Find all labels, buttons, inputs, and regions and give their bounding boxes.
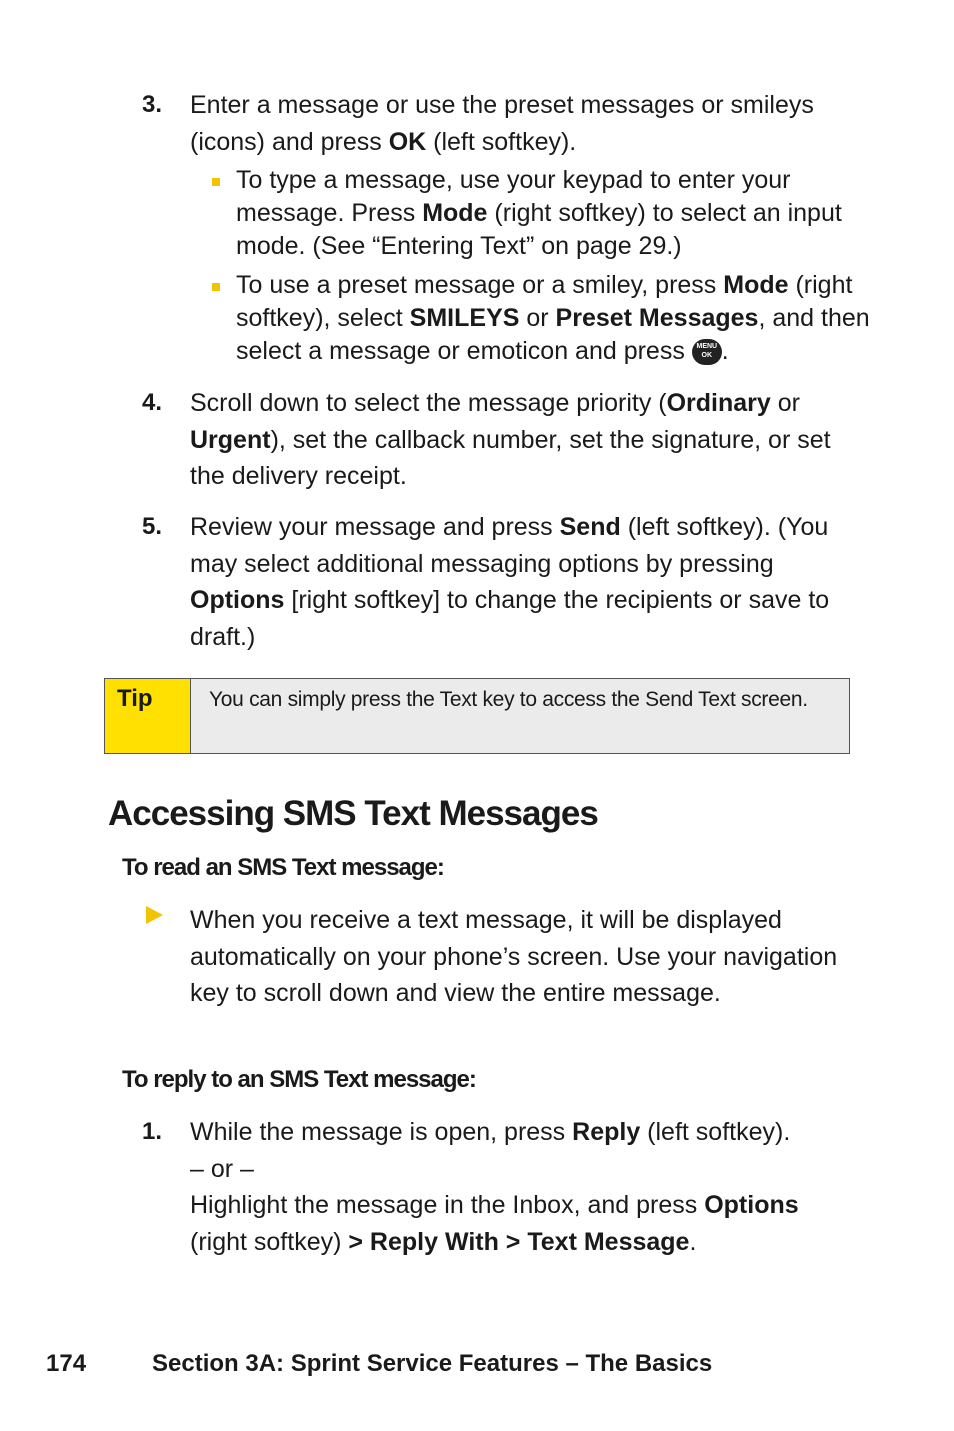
step-text xyxy=(190,1114,870,1260)
key-mode: Mode xyxy=(723,271,789,299)
text-run: ), set the callback number, set the signature, or set the delivery receipt. xyxy=(190,425,831,490)
text-run: Highlight the message in the Inbox, and press xyxy=(190,1191,705,1219)
text-run: While the message is open, press xyxy=(190,1118,573,1146)
icon-label: MENU xyxy=(696,343,718,351)
key-urgent: Urgent xyxy=(190,425,271,454)
key-reply-with-text-message: > Reply With > Text Message xyxy=(348,1227,690,1256)
subheading-read: To read an SMS Text message: xyxy=(122,854,444,881)
text-run: , and then select a message or emoticon and press xyxy=(236,304,870,365)
text-run: To type a message, use your keypad to enter your message. Press xyxy=(236,166,791,227)
text-run: Enter a message or use the preset messages or smileys (icons) and press xyxy=(190,91,814,156)
footer-section: Section 3A: Sprint Service Features – The Basics xyxy=(152,1350,713,1377)
bullet-text xyxy=(236,164,876,263)
step-text xyxy=(190,385,870,495)
text-run: . xyxy=(689,1227,697,1256)
text-run: Scroll down to select the message priority ( xyxy=(190,389,667,417)
key-ok: OK xyxy=(388,127,427,156)
tip-label: Tip xyxy=(105,679,191,753)
menu-ok-key-icon xyxy=(692,339,722,365)
step-text xyxy=(190,509,870,655)
section-title: Accessing SMS Text Messages xyxy=(108,794,598,833)
key-preset-messages: Preset Messages xyxy=(555,304,759,332)
bullet-square-icon xyxy=(212,178,220,186)
key-options: Options xyxy=(704,1191,799,1219)
key-ordinary: Ordinary xyxy=(666,389,771,417)
text-run: To use a preset message or a smiley, press xyxy=(236,271,724,299)
text-run: (right softkey) to select an input mode. (See “Entering Text” on page 29.) xyxy=(236,199,842,260)
key-send: Send xyxy=(559,513,621,541)
step-number: 5. xyxy=(142,513,163,540)
text-run: (left softkey). xyxy=(426,127,577,156)
key-options: Options xyxy=(190,586,285,614)
text-run: (right softkey) xyxy=(190,1227,349,1256)
read-text: When you receive a text message, it will be displayed automatically on your phone’s screen. Use your navigation key to scroll down and view the entire message. xyxy=(190,906,838,1007)
text-run: (right softkey), select xyxy=(236,271,853,332)
text-run: or xyxy=(519,304,556,332)
text-run: Review your message and press xyxy=(190,513,560,541)
text-run: (left softkey). xyxy=(640,1118,791,1146)
text-run: . xyxy=(721,337,729,365)
key-smileys: SMILEYS xyxy=(409,304,520,332)
bullet-text xyxy=(236,269,876,368)
text-run: (left softkey). (You may select additional messaging options by pressing xyxy=(190,513,829,578)
key-reply: Reply xyxy=(572,1118,641,1146)
step-number: 3. xyxy=(142,91,163,118)
step-text xyxy=(190,87,870,160)
or-separator: – or – xyxy=(190,1154,254,1183)
key-mode: Mode xyxy=(422,199,488,227)
bullet-square-icon xyxy=(212,283,220,291)
subheading-reply: To reply to an SMS Text message: xyxy=(122,1066,476,1093)
text-run: or xyxy=(770,389,800,417)
arrow-right-icon xyxy=(146,906,163,924)
step-number: 4. xyxy=(142,389,163,416)
tip-text: You can simply press the Text key to access the Send Text screen. xyxy=(209,688,808,711)
text-run: [right softkey] to change the recipients or save to draft.) xyxy=(190,586,830,651)
tip-box xyxy=(104,678,850,754)
step-number: 1. xyxy=(142,1118,163,1145)
icon-label: OK xyxy=(701,352,713,360)
page-number: 174 xyxy=(46,1350,87,1377)
